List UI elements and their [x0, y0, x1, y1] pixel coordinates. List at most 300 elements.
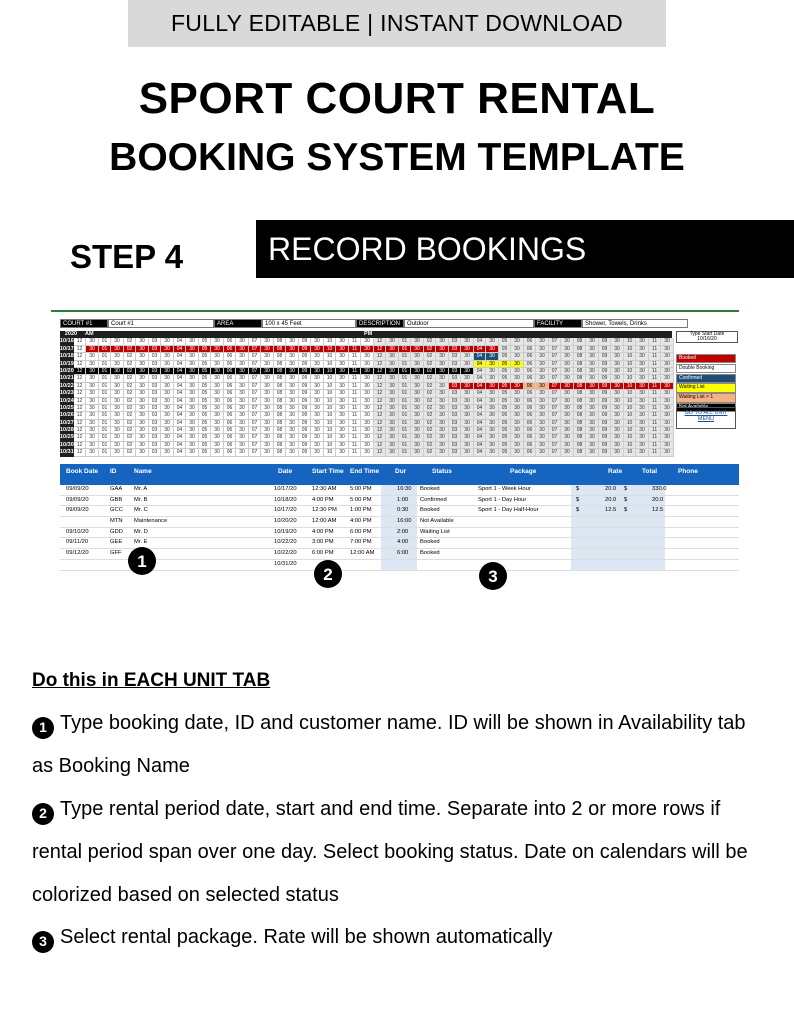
- calendar-cell[interactable]: 08: [274, 390, 287, 397]
- calendar-cell[interactable]: 12: [374, 405, 387, 412]
- calendar-cell[interactable]: 30: [436, 368, 449, 375]
- calendar-cell[interactable]: 30: [261, 427, 274, 434]
- calendar-cell[interactable]: 11: [649, 383, 662, 390]
- calendar-cell[interactable]: 06: [524, 368, 537, 375]
- calendar-cell[interactable]: 30: [286, 346, 299, 353]
- calendar-cell[interactable]: 12: [374, 338, 387, 345]
- calendar-cell[interactable]: 02: [424, 353, 437, 360]
- calendar-cell[interactable]: 07: [549, 390, 562, 397]
- calendar-cell[interactable]: 04: [174, 338, 187, 345]
- calendar-cell[interactable]: 30: [261, 346, 274, 353]
- table-cell-dur[interactable]: 0:30: [397, 507, 409, 514]
- calendar-cell[interactable]: 04: [474, 405, 487, 412]
- calendar-cell[interactable]: 30: [186, 361, 199, 368]
- calendar-cell[interactable]: 07: [249, 434, 262, 441]
- calendar-cell[interactable]: 09: [299, 353, 312, 360]
- calendar-cell[interactable]: 30: [486, 434, 499, 441]
- calendar-cell[interactable]: 30: [461, 427, 474, 434]
- calendar-cell[interactable]: 30: [586, 361, 599, 368]
- calendar-cell[interactable]: 30: [586, 427, 599, 434]
- calendar-cell[interactable]: 30: [261, 412, 274, 419]
- calendar-cell[interactable]: 01: [399, 434, 412, 441]
- calendar-cell[interactable]: 30: [261, 405, 274, 412]
- calendar-cell[interactable]: 30: [511, 361, 524, 368]
- calendar-cell[interactable]: 05: [199, 375, 212, 382]
- calendar-cell[interactable]: 02: [424, 338, 437, 345]
- calendar-cell[interactable]: 30: [186, 398, 199, 405]
- calendar-cell[interactable]: 04: [174, 420, 187, 427]
- calendar-cell[interactable]: 06: [224, 390, 237, 397]
- calendar-cell[interactable]: 30: [411, 353, 424, 360]
- calendar-cell[interactable]: 05: [199, 420, 212, 427]
- calendar-cell[interactable]: 30: [486, 420, 499, 427]
- calendar-cell[interactable]: 30: [311, 383, 324, 390]
- calendar-cell[interactable]: 30: [386, 398, 399, 405]
- calendar-cell[interactable]: 09: [599, 353, 612, 360]
- calendar-cell[interactable]: 30: [611, 427, 624, 434]
- calendar-cell[interactable]: 30: [136, 412, 149, 419]
- calendar-cell[interactable]: 30: [211, 412, 224, 419]
- calendar-cell[interactable]: 30: [361, 383, 374, 390]
- calendar-cell[interactable]: 30: [436, 427, 449, 434]
- calendar-cell[interactable]: 30: [461, 338, 474, 345]
- calendar-cell[interactable]: 30: [111, 412, 124, 419]
- calendar-cell[interactable]: 30: [111, 338, 124, 345]
- calendar-cell[interactable]: 30: [136, 375, 149, 382]
- calendar-cell[interactable]: 30: [161, 442, 174, 449]
- calendar-cell[interactable]: 10: [324, 398, 337, 405]
- calendar-cell[interactable]: 07: [249, 361, 262, 368]
- table-cell-rate-cur[interactable]: $: [576, 496, 580, 503]
- calendar-cell[interactable]: 30: [411, 390, 424, 397]
- calendar-cell[interactable]: 01: [399, 398, 412, 405]
- calendar-cell[interactable]: 30: [561, 390, 574, 397]
- calendar-cell[interactable]: 30: [461, 412, 474, 419]
- calendar-cell[interactable]: 02: [124, 368, 137, 375]
- table-cell-dur[interactable]: 16:30: [397, 486, 412, 492]
- calendar-cell[interactable]: 01: [99, 398, 112, 405]
- calendar-cell[interactable]: 12: [74, 434, 87, 441]
- calendar-cell[interactable]: 07: [249, 442, 262, 449]
- calendar-cell[interactable]: 11: [349, 338, 362, 345]
- calendar-cell[interactable]: 30: [611, 338, 624, 345]
- table-cell-rate[interactable]: 20.0: [605, 486, 617, 492]
- calendar-cell[interactable]: 30: [311, 405, 324, 412]
- table-cell-book-date[interactable]: 09/12/20: [66, 550, 89, 557]
- calendar-cell[interactable]: 30: [286, 375, 299, 382]
- calendar-cell[interactable]: 30: [586, 375, 599, 382]
- calendar-cell[interactable]: 08: [574, 405, 587, 412]
- calendar-cell[interactable]: 04: [474, 346, 487, 353]
- calendar-cell[interactable]: 30: [86, 434, 99, 441]
- calendar-cell[interactable]: 30: [636, 375, 649, 382]
- calendar-cell[interactable]: 30: [286, 353, 299, 360]
- calendar-cell[interactable]: 04: [474, 338, 487, 345]
- calendar-cell[interactable]: 09: [299, 427, 312, 434]
- calendar-cell[interactable]: 06: [224, 368, 237, 375]
- calendar-cell[interactable]: 08: [574, 434, 587, 441]
- calendar-cell[interactable]: 12: [74, 346, 87, 353]
- table-cell-end[interactable]: 12:00 AM: [350, 550, 375, 557]
- calendar-cell[interactable]: 30: [386, 442, 399, 449]
- calendar-cell[interactable]: 30: [661, 420, 674, 427]
- calendar-cell[interactable]: 30: [136, 383, 149, 390]
- calendar-cell[interactable]: 12: [374, 390, 387, 397]
- calendar-cell[interactable]: 04: [474, 368, 487, 375]
- calendar-cell[interactable]: 12: [374, 353, 387, 360]
- calendar-cell[interactable]: 05: [199, 405, 212, 412]
- calendar-cell[interactable]: 30: [636, 420, 649, 427]
- calendar-cell[interactable]: 03: [149, 427, 162, 434]
- calendar-cell[interactable]: 30: [236, 338, 249, 345]
- calendar-cell[interactable]: 07: [249, 427, 262, 434]
- calendar-cell[interactable]: 30: [236, 434, 249, 441]
- calendar-cell[interactable]: 04: [174, 449, 187, 456]
- calendar-cell[interactable]: 11: [349, 361, 362, 368]
- calendar-cell[interactable]: 30: [636, 412, 649, 419]
- calendar-cell[interactable]: 06: [524, 434, 537, 441]
- calendar-cell[interactable]: 02: [424, 383, 437, 390]
- calendar-cell[interactable]: 03: [449, 442, 462, 449]
- calendar-cell[interactable]: 05: [199, 368, 212, 375]
- calendar-cell[interactable]: 30: [311, 420, 324, 427]
- calendar-cell[interactable]: 02: [124, 361, 137, 368]
- table-cell-dur[interactable]: 6:00: [397, 550, 409, 557]
- calendar-cell[interactable]: 30: [136, 398, 149, 405]
- calendar-cell[interactable]: 08: [274, 449, 287, 456]
- calendar-cell[interactable]: 30: [286, 420, 299, 427]
- calendar-cell[interactable]: 04: [474, 383, 487, 390]
- calendar-cell[interactable]: 30: [411, 375, 424, 382]
- calendar-cell[interactable]: 30: [511, 434, 524, 441]
- calendar-cell[interactable]: 10: [324, 375, 337, 382]
- calendar-cell[interactable]: 30: [161, 353, 174, 360]
- calendar-cell[interactable]: 04: [474, 375, 487, 382]
- calendar-cell[interactable]: 03: [449, 420, 462, 427]
- calendar-cell[interactable]: 30: [361, 420, 374, 427]
- calendar-cell[interactable]: 30: [236, 375, 249, 382]
- calendar-cell[interactable]: 08: [274, 427, 287, 434]
- calendar-cell[interactable]: 30: [586, 338, 599, 345]
- calendar-cell[interactable]: 05: [499, 361, 512, 368]
- calendar-cell[interactable]: 09: [299, 390, 312, 397]
- calendar-cell[interactable]: 10: [324, 449, 337, 456]
- calendar-cell[interactable]: 02: [424, 361, 437, 368]
- calendar-cell[interactable]: 05: [499, 398, 512, 405]
- table-cell-name[interactable]: Mr. C: [134, 507, 148, 514]
- calendar-cell[interactable]: 30: [561, 361, 574, 368]
- calendar-cell[interactable]: 30: [286, 449, 299, 456]
- calendar-cell[interactable]: 05: [199, 338, 212, 345]
- calendar-cell[interactable]: 30: [86, 338, 99, 345]
- calendar-cell[interactable]: 30: [461, 368, 474, 375]
- calendar-cell[interactable]: 10: [624, 346, 637, 353]
- calendar-cell[interactable]: 10: [324, 383, 337, 390]
- calendar-cell[interactable]: 02: [424, 405, 437, 412]
- calendar-cell[interactable]: 01: [99, 353, 112, 360]
- calendar-cell[interactable]: 05: [199, 353, 212, 360]
- calendar-cell[interactable]: 30: [236, 353, 249, 360]
- calendar-cell[interactable]: 03: [149, 375, 162, 382]
- calendar-cell[interactable]: 30: [286, 361, 299, 368]
- calendar-cell[interactable]: 30: [236, 390, 249, 397]
- table-row[interactable]: [60, 538, 739, 549]
- calendar-cell[interactable]: 05: [499, 346, 512, 353]
- calendar-cell[interactable]: 30: [661, 390, 674, 397]
- calendar-cell[interactable]: 12: [74, 353, 87, 360]
- calendar-cell[interactable]: 05: [199, 434, 212, 441]
- calendar-cell[interactable]: 30: [161, 375, 174, 382]
- calendar-cell[interactable]: 07: [249, 338, 262, 345]
- calendar-cell[interactable]: 30: [611, 449, 624, 456]
- calendar-cell[interactable]: 30: [186, 434, 199, 441]
- calendar-cell[interactable]: 12: [74, 398, 87, 405]
- table-cell-dur[interactable]: 4:00: [397, 539, 409, 546]
- calendar-cell[interactable]: 04: [474, 353, 487, 360]
- calendar-cell[interactable]: 05: [499, 434, 512, 441]
- calendar-cell[interactable]: 30: [161, 390, 174, 397]
- calendar-cell[interactable]: 02: [124, 390, 137, 397]
- calendar-cell[interactable]: 06: [224, 420, 237, 427]
- calendar-cell[interactable]: 30: [436, 449, 449, 456]
- calendar-cell[interactable]: 30: [261, 361, 274, 368]
- calendar-cell[interactable]: 03: [149, 420, 162, 427]
- table-cell-date[interactable]: 10/22/20: [274, 550, 297, 557]
- calendar-cell[interactable]: 12: [374, 434, 387, 441]
- calendar-cell[interactable]: 08: [574, 442, 587, 449]
- calendar-cell[interactable]: 30: [286, 442, 299, 449]
- calendar-cell[interactable]: 30: [611, 383, 624, 390]
- calendar-cell[interactable]: 30: [336, 420, 349, 427]
- calendar-cell[interactable]: 07: [549, 338, 562, 345]
- calendar-cell[interactable]: 11: [649, 449, 662, 456]
- calendar-cell[interactable]: 30: [561, 412, 574, 419]
- calendar-cell[interactable]: 30: [586, 442, 599, 449]
- calendar-cell[interactable]: 09: [299, 375, 312, 382]
- calendar-cell[interactable]: 30: [361, 375, 374, 382]
- calendar-cell[interactable]: 04: [174, 427, 187, 434]
- calendar-cell[interactable]: 30: [361, 449, 374, 456]
- calendar-cell[interactable]: 07: [249, 405, 262, 412]
- calendar-cell[interactable]: 02: [424, 398, 437, 405]
- calendar-cell[interactable]: 09: [599, 383, 612, 390]
- goto-all-unit-menu-link[interactable]: GO TO ALL UNIT MENU: [676, 407, 736, 429]
- calendar-cell[interactable]: 30: [411, 338, 424, 345]
- table-cell-end[interactable]: 4:00 PM: [350, 518, 372, 525]
- calendar-cell[interactable]: 30: [261, 383, 274, 390]
- calendar-cell[interactable]: 06: [524, 346, 537, 353]
- calendar-cell[interactable]: 01: [399, 375, 412, 382]
- calendar-cell[interactable]: 06: [224, 398, 237, 405]
- calendar-cell[interactable]: 30: [436, 375, 449, 382]
- calendar-cell[interactable]: 30: [536, 390, 549, 397]
- calendar-cell[interactable]: 11: [349, 427, 362, 434]
- calendar-cell[interactable]: 02: [424, 442, 437, 449]
- calendar-cell[interactable]: 06: [524, 427, 537, 434]
- calendar-cell[interactable]: 10: [624, 405, 637, 412]
- calendar-cell[interactable]: 30: [236, 412, 249, 419]
- calendar-cell[interactable]: 30: [186, 449, 199, 456]
- calendar-cell[interactable]: 30: [361, 390, 374, 397]
- calendar-cell[interactable]: 30: [411, 412, 424, 419]
- table-cell-dur[interactable]: 1:00: [397, 496, 409, 503]
- calendar-cell[interactable]: 09: [299, 398, 312, 405]
- calendar-cell[interactable]: 08: [574, 368, 587, 375]
- calendar-cell[interactable]: 30: [336, 361, 349, 368]
- calendar-cell[interactable]: 05: [499, 420, 512, 427]
- calendar-cell[interactable]: 30: [336, 368, 349, 375]
- table-row[interactable]: [60, 549, 739, 560]
- table-cell-status[interactable]: Booked: [420, 507, 440, 514]
- calendar-cell[interactable]: 30: [236, 405, 249, 412]
- calendar-cell[interactable]: 30: [186, 375, 199, 382]
- calendar-cell[interactable]: 01: [99, 383, 112, 390]
- calendar-cell[interactable]: 30: [586, 449, 599, 456]
- calendar-cell[interactable]: 30: [261, 442, 274, 449]
- table-cell-end[interactable]: 5:00 PM: [350, 496, 372, 503]
- calendar-cell[interactable]: 08: [574, 398, 587, 405]
- calendar-cell[interactable]: 03: [449, 375, 462, 382]
- calendar-cell[interactable]: 01: [99, 412, 112, 419]
- calendar-cell[interactable]: 30: [586, 353, 599, 360]
- calendar-cell[interactable]: 11: [649, 368, 662, 375]
- calendar-cell[interactable]: 30: [161, 434, 174, 441]
- calendar-cell[interactable]: 05: [499, 353, 512, 360]
- calendar-cell[interactable]: 12: [74, 420, 87, 427]
- calendar-cell[interactable]: 10: [624, 353, 637, 360]
- calendar-cell[interactable]: 30: [311, 434, 324, 441]
- calendar-cell[interactable]: 04: [474, 398, 487, 405]
- calendar-cell[interactable]: 30: [86, 361, 99, 368]
- calendar-cell[interactable]: 30: [286, 412, 299, 419]
- calendar-cell[interactable]: 30: [511, 353, 524, 360]
- calendar-cell[interactable]: 10: [624, 390, 637, 397]
- calendar-cell[interactable]: 30: [136, 427, 149, 434]
- calendar-cell[interactable]: 12: [74, 427, 87, 434]
- calendar-cell[interactable]: 30: [661, 405, 674, 412]
- calendar-cell[interactable]: 30: [661, 338, 674, 345]
- calendar-cell[interactable]: 30: [311, 375, 324, 382]
- calendar-cell[interactable]: 30: [461, 420, 474, 427]
- calendar-cell[interactable]: 30: [111, 449, 124, 456]
- calendar-cell[interactable]: 30: [361, 427, 374, 434]
- calendar-cell[interactable]: 05: [199, 398, 212, 405]
- calendar-cell[interactable]: 30: [361, 412, 374, 419]
- calendar-cell[interactable]: 30: [511, 375, 524, 382]
- calendar-cell[interactable]: 09: [299, 420, 312, 427]
- calendar-cell[interactable]: 30: [486, 398, 499, 405]
- table-cell-start[interactable]: 12:30 AM: [312, 486, 337, 492]
- table-cell-rate[interactable]: 20.0: [605, 496, 617, 503]
- calendar-cell[interactable]: 30: [211, 398, 224, 405]
- calendar-cell[interactable]: 02: [424, 368, 437, 375]
- calendar-cell[interactable]: 12: [374, 412, 387, 419]
- calendar-cell[interactable]: 30: [411, 420, 424, 427]
- calendar-cell[interactable]: 30: [311, 368, 324, 375]
- table-row[interactable]: [60, 485, 739, 496]
- calendar-cell[interactable]: 07: [249, 412, 262, 419]
- table-cell-date[interactable]: 10/19/20: [274, 528, 297, 535]
- calendar-cell[interactable]: 07: [249, 398, 262, 405]
- calendar-cell[interactable]: 30: [561, 368, 574, 375]
- calendar-cell[interactable]: 11: [349, 449, 362, 456]
- calendar-cell[interactable]: 10: [324, 338, 337, 345]
- table-cell-status[interactable]: Waiting List: [420, 528, 450, 535]
- calendar-cell[interactable]: 07: [249, 375, 262, 382]
- calendar-cell[interactable]: 30: [486, 375, 499, 382]
- table-cell-name[interactable]: Mr. A: [134, 486, 148, 492]
- calendar-cell[interactable]: 06: [224, 427, 237, 434]
- calendar-cell[interactable]: 30: [186, 353, 199, 360]
- calendar-cell[interactable]: 11: [649, 353, 662, 360]
- table-row[interactable]: [60, 560, 739, 571]
- calendar-cell[interactable]: 02: [424, 427, 437, 434]
- calendar-cell[interactable]: 30: [536, 353, 549, 360]
- calendar-cell[interactable]: 12: [374, 368, 387, 375]
- table-cell-dur[interactable]: 16:00: [397, 518, 412, 525]
- calendar-cell[interactable]: 08: [274, 368, 287, 375]
- calendar-cell[interactable]: 01: [99, 434, 112, 441]
- calendar-cell[interactable]: 30: [261, 390, 274, 397]
- calendar-cell[interactable]: 30: [86, 390, 99, 397]
- calendar-cell[interactable]: 10: [324, 434, 337, 441]
- calendar-cell[interactable]: 08: [574, 420, 587, 427]
- calendar-cell[interactable]: 30: [611, 405, 624, 412]
- calendar-cell[interactable]: 30: [386, 427, 399, 434]
- calendar-cell[interactable]: 30: [636, 449, 649, 456]
- calendar-cell[interactable]: 30: [86, 375, 99, 382]
- calendar-cell[interactable]: 30: [111, 398, 124, 405]
- calendar-cell[interactable]: 12: [374, 420, 387, 427]
- calendar-cell[interactable]: 06: [524, 420, 537, 427]
- calendar-cell[interactable]: 11: [649, 375, 662, 382]
- calendar-cell[interactable]: 30: [536, 405, 549, 412]
- calendar-cell[interactable]: 30: [261, 434, 274, 441]
- table-cell-date[interactable]: 10/31/20: [274, 560, 297, 567]
- calendar-cell[interactable]: 10: [624, 420, 637, 427]
- calendar-cell[interactable]: 09: [599, 361, 612, 368]
- calendar-cell[interactable]: 02: [124, 427, 137, 434]
- calendar-cell[interactable]: 11: [649, 427, 662, 434]
- calendar-cell[interactable]: 01: [399, 442, 412, 449]
- calendar-cell[interactable]: 07: [249, 346, 262, 353]
- calendar-cell[interactable]: 30: [561, 346, 574, 353]
- calendar-cell[interactable]: 30: [161, 405, 174, 412]
- calendar-cell[interactable]: 30: [486, 346, 499, 353]
- table-row[interactable]: [60, 496, 739, 507]
- calendar-cell[interactable]: 03: [149, 346, 162, 353]
- table-row[interactable]: [60, 517, 739, 528]
- calendar-cell[interactable]: 30: [236, 420, 249, 427]
- calendar-cell[interactable]: 30: [261, 375, 274, 382]
- calendar-cell[interactable]: 30: [236, 442, 249, 449]
- calendar-cell[interactable]: 30: [461, 390, 474, 397]
- calendar-cell[interactable]: 30: [311, 398, 324, 405]
- calendar-cell[interactable]: 06: [524, 442, 537, 449]
- calendar-cell[interactable]: 30: [211, 361, 224, 368]
- calendar-cell[interactable]: 30: [661, 434, 674, 441]
- calendar-cell[interactable]: 30: [536, 368, 549, 375]
- calendar-cell[interactable]: 30: [386, 405, 399, 412]
- calendar-cell[interactable]: 30: [436, 442, 449, 449]
- calendar-cell[interactable]: 30: [411, 434, 424, 441]
- table-cell-package[interactable]: Sport 1 - Week Hour: [478, 486, 531, 492]
- calendar-cell[interactable]: 30: [111, 442, 124, 449]
- calendar-cell[interactable]: 30: [336, 353, 349, 360]
- table-cell-book-date[interactable]: 09/09/20: [66, 507, 89, 514]
- calendar-cell[interactable]: 11: [349, 346, 362, 353]
- calendar-cell[interactable]: 30: [636, 346, 649, 353]
